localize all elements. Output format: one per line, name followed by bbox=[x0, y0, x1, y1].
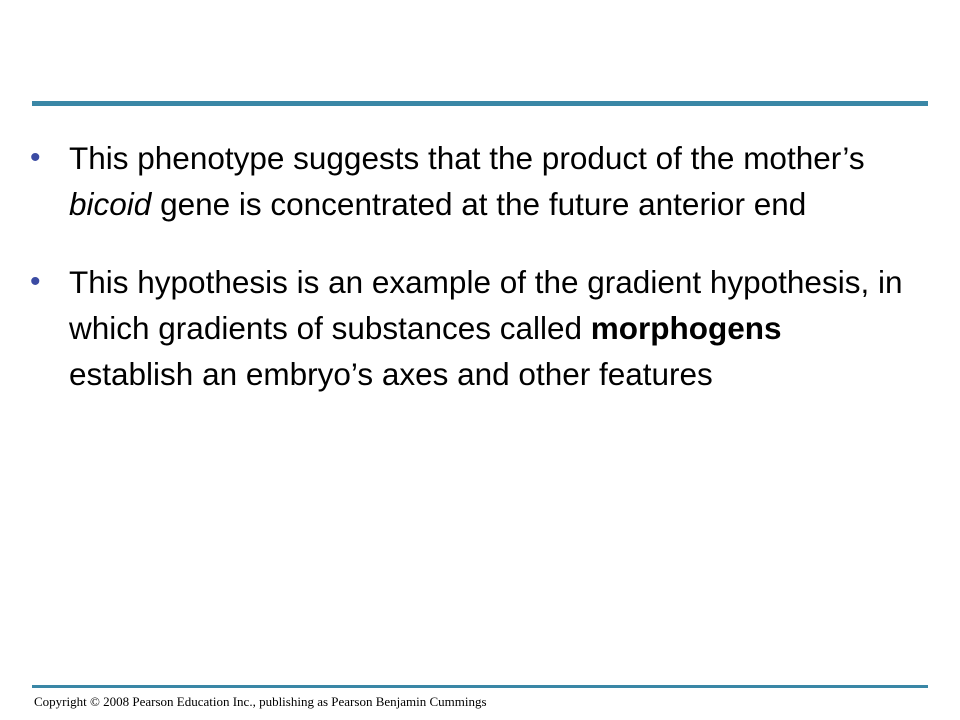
top-divider bbox=[32, 101, 928, 106]
bullet-text bbox=[69, 140, 865, 222]
gene-name-bicoid: bicoid bbox=[69, 186, 152, 222]
bullet-text-part: gene is concentrated at the future anterior end bbox=[151, 186, 807, 222]
term-morphogens: morphogens bbox=[590, 310, 782, 346]
bullet-text-part: This hypothesis is an example of the gradient hypothesis, in which gradients of substances called bbox=[69, 264, 903, 346]
bottom-divider bbox=[32, 685, 928, 688]
bullet-text bbox=[69, 264, 902, 392]
bullet-marker: • bbox=[30, 141, 41, 174]
bullet-item-phenotype bbox=[30, 135, 910, 227]
bullet-item-hypothesis bbox=[30, 259, 910, 397]
copyright-notice: Copyright © 2008 Pearson Education Inc., publishing as Pearson Benjamin Cummings bbox=[34, 694, 487, 709]
bullet-text-part: This phenotype suggests that the product of the mother’s bbox=[69, 140, 865, 176]
bullet-marker: • bbox=[30, 265, 41, 298]
bullet-list bbox=[30, 135, 910, 397]
bullet-text-part: establish an embryo’s axes and other features bbox=[69, 356, 713, 392]
